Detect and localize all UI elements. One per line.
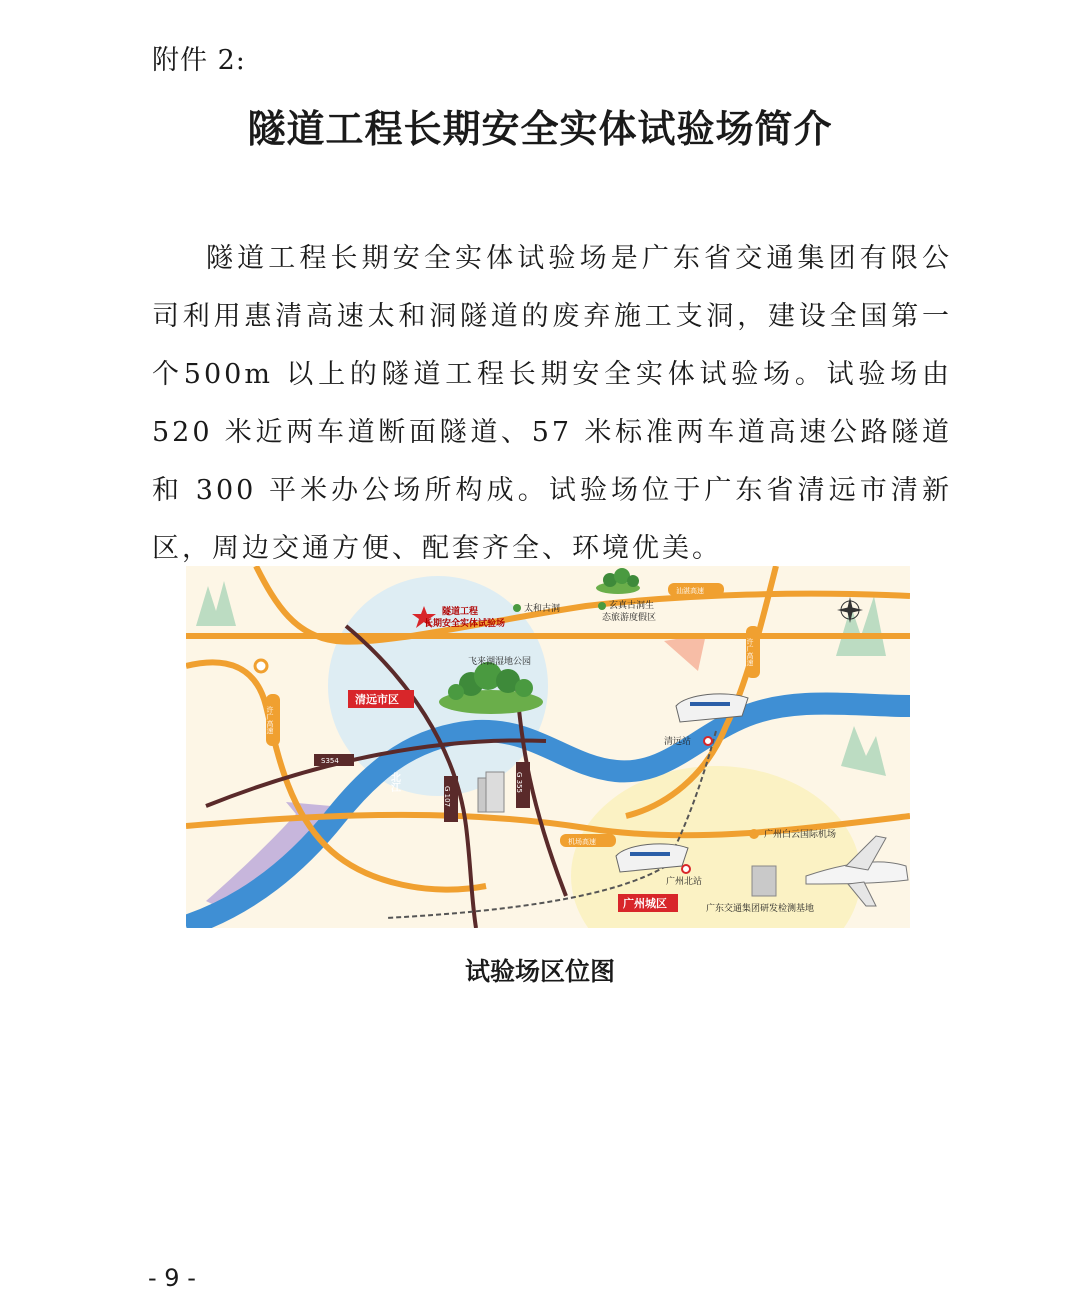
research-base-label: 广东交通集团研发检测基地 bbox=[706, 904, 815, 914]
xuguang-right-label: 许广高速 bbox=[746, 638, 754, 666]
baiyun-airport-label: 广州白云国际机场 bbox=[764, 830, 837, 840]
station-icon bbox=[682, 865, 690, 873]
station-icon bbox=[704, 737, 712, 745]
map-caption: 试验场区位图 bbox=[464, 957, 615, 986]
guangzhou-city-label: 广州城区 bbox=[623, 897, 667, 910]
taihe-cave-label: 太和古洞 bbox=[524, 604, 561, 614]
test-site-label-2: 长期安全实体试验场 bbox=[424, 619, 506, 629]
body-text bbox=[152, 230, 952, 578]
qingyuan-station-label: 清远站 bbox=[664, 737, 692, 747]
poi-icon bbox=[513, 604, 521, 612]
xuguang-left-label: 许广高速 bbox=[266, 706, 274, 734]
xuanzhen-label-2: 态旅游度假区 bbox=[602, 613, 657, 623]
feilai-lake-label: 飞来湖湿地公园 bbox=[468, 657, 532, 667]
shanzhan-label: 汕湛高速 bbox=[676, 587, 704, 595]
location-map bbox=[186, 566, 910, 928]
poi-icon bbox=[598, 602, 606, 610]
roundabout-icon bbox=[255, 660, 267, 672]
guangzhou-north-label: 广州北站 bbox=[666, 877, 703, 887]
qingyuan-city-label: 清远市区 bbox=[355, 693, 399, 706]
airport-expressway-label: 机场高速 bbox=[568, 838, 596, 846]
intro-paragraph: 隧道工程长期安全实体试验场是广东省交通集团有限公司利用惠清高速太和洞隧道的废弃施工支洞，建设全国第一个500m 以上的隧道工程长期安全实体试验场。试验场由 520 米近两车道断面隧道、57 米标准两车道高速公路隧道和 300 平米办公场所构成。试验场位于广东省清远市清新区，周边交通方便、配套齐全、环境优美。 bbox=[152, 243, 952, 564]
test-site-label-1: 隧道工程 bbox=[442, 607, 479, 617]
attachment-label: 附件 2: bbox=[152, 45, 246, 76]
page-title: 隧道工程长期安全实体试验场简介 bbox=[247, 107, 833, 151]
page-number: - 9 - bbox=[148, 1264, 196, 1292]
airport-icon bbox=[749, 829, 759, 839]
beijiang-label: 北江 bbox=[388, 772, 400, 792]
xuanzhen-label-1: 玄真古洞生 bbox=[609, 601, 655, 611]
g107-label: G 107 bbox=[443, 786, 451, 808]
s354-label: S354 bbox=[321, 757, 339, 765]
g355-label: G 355 bbox=[515, 772, 523, 794]
